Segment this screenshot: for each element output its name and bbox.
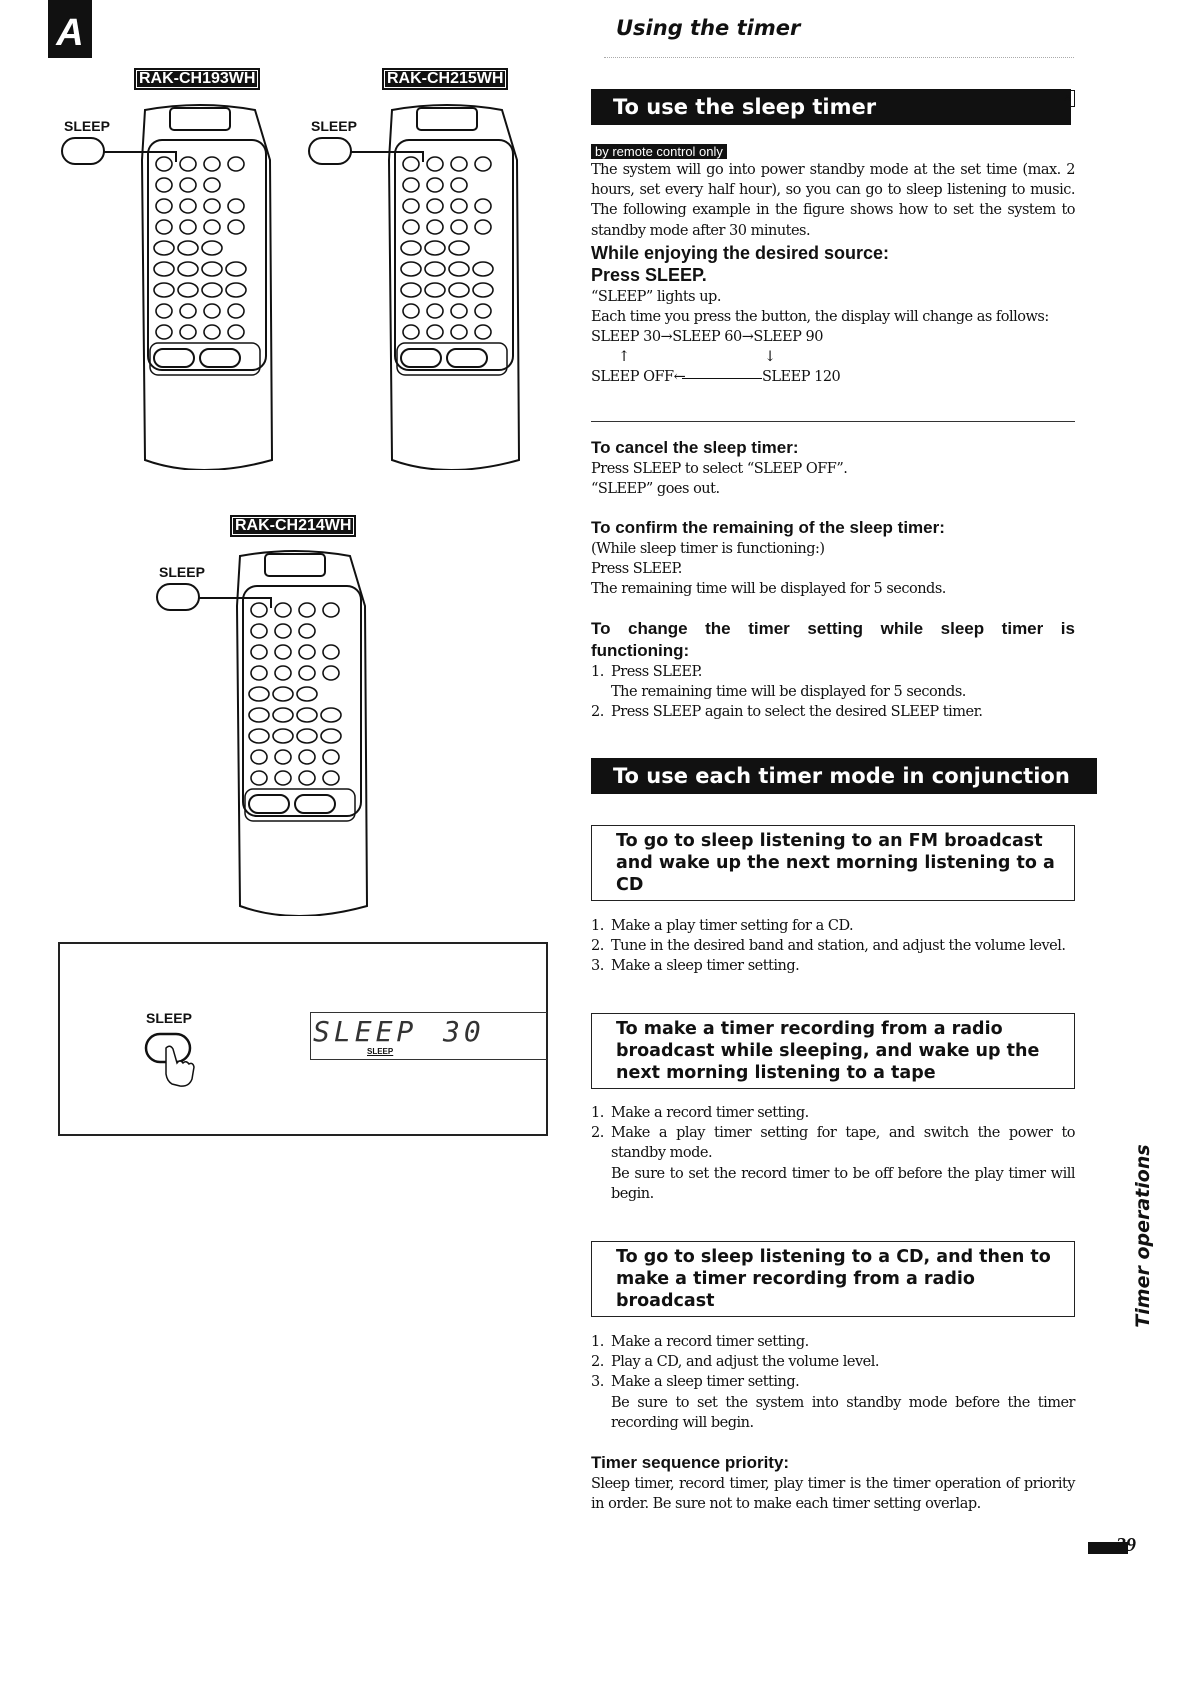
sleep-label: SLEEP [159,564,205,580]
item-number: 1. [591,918,604,934]
remote-button-icon [273,708,293,722]
item-number: 2. [591,1125,604,1142]
remote-button-icon [299,624,315,638]
remote-button-icon [200,349,240,367]
remote-button-icon [295,795,335,813]
sequence-row: SLEEP OFF← [591,369,686,385]
body-text: “SLEEP” lights up. [591,289,721,305]
arrow-line [682,378,762,379]
list-item [591,1352,1075,1372]
remote-button-icon [401,349,441,367]
remote-button-icon [299,645,315,659]
divider [591,421,1075,422]
body-text: “SLEEP” goes out. [591,481,720,497]
remote-button-icon [475,157,491,171]
remote-button-icon [273,687,293,701]
page-title: Using the timer [616,16,801,40]
remote-button-icon [249,687,269,701]
remote-button-icon [299,666,315,680]
sleep-label: SLEEP [311,118,357,134]
remote-button-icon [297,729,317,743]
remote-button-icon [275,666,291,680]
remote-button-icon [204,304,220,318]
list-item [591,956,1075,976]
remote-button-icon [180,199,196,213]
remote-button-icon [180,304,196,318]
remote-control-illustration [307,100,527,470]
remote-button-icon [299,771,315,785]
item-text: Tune in the desired band and station, and adjust the volume level. [611,938,1066,955]
remote-button-icon [451,220,467,234]
section-badge: A [48,0,92,58]
body-text: Each time you press the button, the display will change as follows: [591,309,1049,325]
remote-button-icon [228,325,244,339]
case-title-box: To make a timer recording from a radio broadcast while sleeping, and wake up the next morning listening to a tape [591,1013,1075,1089]
step-instruction: Press SLEEP. [591,265,707,285]
body-text: Press SLEEP to select “SLEEP OFF”. [591,461,848,477]
divider [604,57,1074,58]
remote-button-icon [180,220,196,234]
item-number: 2. [591,704,604,721]
remote-button-icon [180,157,196,171]
remote-control-illustration [60,100,280,470]
figure-marker: A [1060,90,1075,107]
model-label: RAK-CH193WH [134,68,260,90]
remote-ir-window [265,554,325,576]
item-number: 3. [591,958,604,975]
arrow-up-icon: ↑ [618,349,630,365]
cancel-heading: To cancel the sleep timer: [591,438,799,457]
remote-button-icon [427,325,443,339]
remote-button-icon [451,199,467,213]
item-text: Make a play timer setting for tape, and switch the power to standby mode. [611,1125,1075,1162]
remote-button-icon [447,349,487,367]
remote-button-icon [180,325,196,339]
remote-button-icon [323,603,339,617]
item-subtext: Be sure to set the record timer to be off before the play timer will begin. [611,1165,1075,1202]
case-title-box: To go to sleep listening to a CD, and then to make a timer recording from a radio broadcast [591,1241,1075,1317]
remote-button-icon [425,241,445,255]
item-number: 2. [591,938,604,955]
remote-button-icon [323,645,339,659]
remote-button-icon [403,220,419,234]
item-subtext: Be sure to set the system into standby mode before the timer recording will begin. [611,1394,1075,1431]
remote-button-icon [401,283,421,297]
remote-button-icon [249,708,269,722]
remote-button-icon [451,178,467,192]
remote-button-icon [299,603,315,617]
item-text: Make a sleep timer setting. [611,958,800,975]
remote-button-icon [427,178,443,192]
item-text: Play a CD, and adjust the volume level. [611,1354,879,1371]
remote-button-icon [156,325,172,339]
remote-button-icon [321,729,341,743]
remote-button-icon [180,178,196,192]
sequence-row: SLEEP 120 [762,369,841,385]
remote-button-icon [226,262,246,276]
remote-button-icon [323,666,339,680]
remote-button-icon [249,795,289,813]
sequence-row: SLEEP 30→SLEEP 60→SLEEP 90 [591,329,823,345]
item-text: Press SLEEP. [611,664,702,680]
item-text: Press SLEEP again to select the desired SLEEP timer. [611,704,983,721]
remote-button-icon [473,283,493,297]
remote-button-icon [299,750,315,764]
item-number: 3. [591,1374,604,1391]
lcd-indicator: SLEEP [367,1047,394,1056]
model-label: RAK-CH214WH [230,515,356,537]
remote-button-icon [178,262,198,276]
remote-button-icon [251,750,267,764]
remote-button-icon [449,241,469,255]
remote-button-icon [154,262,174,276]
remote-button-icon [275,624,291,638]
remote-button-icon [202,262,222,276]
remote-button-icon [449,283,469,297]
item-subtext: The remaining time will be displayed for 5 seconds. [611,684,966,701]
sleep-button-icon [62,138,104,164]
change-heading: To change the timer setting while sleep timer is functioning: [591,619,1075,660]
remote-button-icon [323,750,339,764]
remote-button-icon [249,729,269,743]
remote-button-icon [297,687,317,701]
section-heading: To use the sleep timer [591,89,1071,125]
remote-button-icon [251,771,267,785]
remote-button-icon [323,771,339,785]
item-text: Make a record timer setting. [611,1105,809,1121]
item-text: Make a sleep timer setting. [611,1374,800,1391]
case-steps [591,1332,1075,1433]
list-item [591,1372,1075,1433]
remote-button-icon [427,199,443,213]
item-text: Make a play timer setting for a CD. [611,918,854,934]
side-tab: Timer operations [1132,1144,1154,1328]
remote-button-icon [251,603,267,617]
item-number: 1. [591,664,604,680]
remote-button-icon [178,241,198,255]
remote-button-icon [154,241,174,255]
priority-text: Sleep timer, record timer, play timer is the timer operation of priority in order. Be sure not to make each timer setting overlap. [591,1476,1075,1513]
remote-button-icon [427,304,443,318]
remote-ir-window [417,108,477,130]
remote-button-icon [275,771,291,785]
remote-button-icon [204,199,220,213]
remote-button-icon [451,157,467,171]
confirm-heading: To confirm the remaining of the sleep timer: [591,518,945,537]
remote-button-icon [403,304,419,318]
remote-button-icon [156,220,172,234]
remote-button-icon [275,603,291,617]
item-number: 1. [591,1105,604,1121]
case-title-box: To go to sleep listening to an FM broadcast and wake up the next morning listening to a CD [591,825,1075,901]
remote-button-icon [275,750,291,764]
remote-button-icon [475,304,491,318]
remote-button-icon [297,708,317,722]
lcd-display [310,1012,547,1060]
remote-button-icon [403,199,419,213]
remote-button-icon [403,325,419,339]
list-item [591,936,1075,956]
body-text: (While sleep timer is functioning:) [591,541,825,557]
sleep-button-label: SLEEP [146,1010,192,1026]
remote-button-icon [403,157,419,171]
body-text: The remaining time will be displayed for 5 seconds. [591,581,946,597]
list-item [591,1332,1075,1352]
arrow-down-icon: ↓ [764,349,776,365]
remote-button-icon [156,199,172,213]
remote-button-icon [321,708,341,722]
remote-control-illustration [155,546,375,916]
remote-button-icon [204,325,220,339]
model-label: RAK-CH215WH [382,68,508,90]
intro-text: The system will go into power standby mode at the set time (max. 2 hours, set every half hour), so you can go to sleep listening to music. The following example in the figure shows how to set the system to standby mode after 30 minutes. [591,162,1075,239]
list-item [591,1123,1075,1204]
remote-button-icon [425,283,445,297]
sleep-button-icon [157,584,199,610]
remote-button-icon [202,241,222,255]
remote-button-icon [178,283,198,297]
remote-button-icon [449,262,469,276]
remote-button-icon [228,199,244,213]
remote-button-icon [228,304,244,318]
lcd-value: 30 [443,1015,485,1048]
remote-button-icon [273,729,293,743]
remote-ir-window [170,108,230,130]
remote-button-icon [425,262,445,276]
remote-button-icon [475,325,491,339]
sleep-label: SLEEP [64,118,110,134]
remote-button-icon [204,220,220,234]
remote-button-icon [473,262,493,276]
remote-button-icon [251,624,267,638]
remote-button-icon [451,304,467,318]
remote-button-icon [226,283,246,297]
page-number: 39 [1116,1534,1136,1556]
section-heading: To use each timer mode in conjunction [591,758,1097,794]
remote-button-icon [401,241,421,255]
remote-button-icon [154,283,174,297]
remote-button-icon [403,178,419,192]
remote-button-icon [251,666,267,680]
remote-button-icon [251,645,267,659]
remote-button-icon [156,178,172,192]
finger-press-sleep-button-icon [144,1028,204,1088]
body-text: Press SLEEP. [591,561,682,577]
remote-button-icon [228,220,244,234]
remote-button-icon [427,157,443,171]
remote-button-icon [275,645,291,659]
lcd-text: SLEEP [313,1015,418,1048]
remote-button-icon [202,283,222,297]
remote-button-icon [401,262,421,276]
list-item [591,662,1075,702]
list-item [591,702,1075,722]
remote-button-icon [475,199,491,213]
sleep-button-icon [309,138,351,164]
remote-button-icon [204,157,220,171]
step-heading: While enjoying the desired source: [591,243,890,263]
remote-only-badge: by remote control only [591,144,727,159]
remote-button-icon [475,220,491,234]
remote-button-icon [204,178,220,192]
case-steps [591,916,1075,977]
change-steps [591,662,1075,723]
item-number: 2. [591,1354,604,1371]
remote-button-icon [451,325,467,339]
item-number: 1. [591,1334,604,1350]
remote-button-icon [156,157,172,171]
list-item [591,916,1075,936]
remote-button-icon [427,220,443,234]
case-steps [591,1103,1075,1204]
list-item [591,1103,1075,1123]
remote-button-icon [228,157,244,171]
priority-heading: Timer sequence priority: [591,1453,790,1472]
display-figure [58,942,548,1136]
item-text: Make a record timer setting. [611,1334,809,1350]
remote-button-icon [156,304,172,318]
remote-button-icon [154,349,194,367]
